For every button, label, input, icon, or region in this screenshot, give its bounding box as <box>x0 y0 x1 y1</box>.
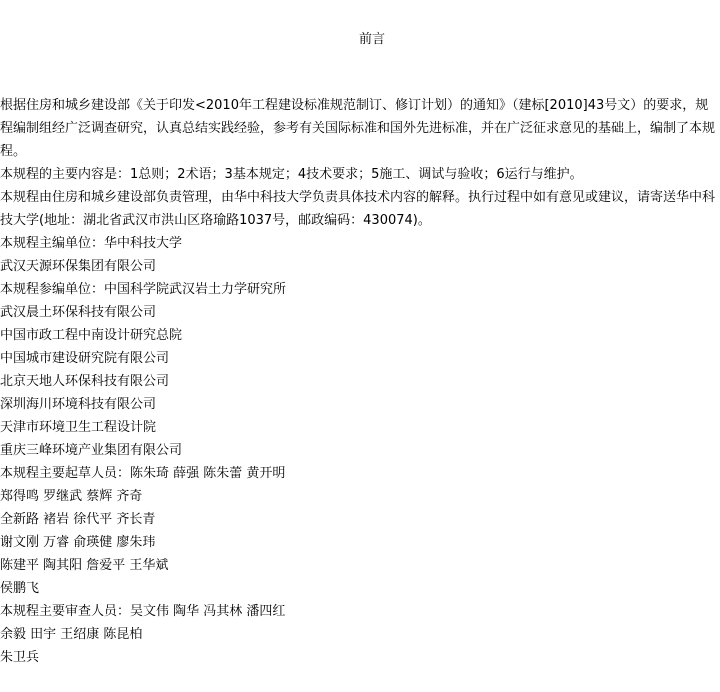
reviewers-line: 本规程主要审查人员：吴文伟 陶华 冯其林 潘四红 <box>0 604 286 619</box>
document-body <box>0 94 716 669</box>
paragraph-management: 本规程由住房和城乡建设部负责管理，由华中科技大学负责具体技术内容的解释。执行过程中如有意见或建议，请寄送华中科技大学(地址：湖北省武汉市洪山区珞瑜路1037号，邮政编码：430074)。 <box>0 190 716 228</box>
participating-unit: 本规程参编单位：中国科学院武汉岩土力学研究所 <box>0 282 287 297</box>
participating-unit-8: 重庆三峰环境产业集团有限公司 <box>0 443 183 458</box>
drafters-line-6: 侯鹏飞 <box>0 581 40 596</box>
drafters-line-4: 谢文刚 万睿 俞瑛健 廖朱玮 <box>0 535 156 550</box>
drafters-line-3: 全新路 褚岩 徐代平 齐长青 <box>0 512 156 527</box>
drafters-line-2: 郑得鸣 罗继武 蔡辉 齐奇 <box>0 489 143 504</box>
paragraph-basis: 根据住房和城乡建设部《关于印发<2010年工程建设标准规范制订、修订计划）的通知》（建标[2010]43号文）的要求，规程编制组经广泛调查研究，认真总结实践经验，参考有关国际标准和国外先进标准，并在广泛征求意见的基础上，编制了本规程。 <box>0 98 716 159</box>
page-title: 前言 <box>358 32 385 47</box>
participating-unit-5: 北京天地人环保科技有限公司 <box>0 374 170 389</box>
participating-unit-6: 深圳海川环境科技有限公司 <box>0 397 157 412</box>
drafters-line-5: 陈建平 陶其阳 詹爱平 王华斌 <box>0 558 169 573</box>
chief-editor-unit-2: 武汉天源环保集团有限公司 <box>0 259 157 274</box>
participating-unit-7: 天津市环境卫生工程设计院 <box>0 420 157 435</box>
reviewers-line-3: 朱卫兵 <box>0 650 40 665</box>
chief-editor-unit: 本规程主编单位：华中科技大学 <box>0 236 183 251</box>
participating-unit-4: 中国城市建设研究院有限公司 <box>0 351 170 366</box>
participating-unit-3: 中国市政工程中南设计研究总院 <box>0 328 183 343</box>
drafters-line: 本规程主要起草人员：陈朱琦 薛强 陈朱蕾 黄开明 <box>0 466 286 481</box>
participating-unit-2: 武汉晨土环保科技有限公司 <box>0 305 157 320</box>
reviewers-line-2: 余毅 田宇 王绍康 陈昆柏 <box>0 627 143 642</box>
paragraph-contents: 本规程的主要内容是：1总则；2术语；3基本规定；4技术要求；5施工、调试与验收；6运行与维护。 <box>0 167 583 182</box>
